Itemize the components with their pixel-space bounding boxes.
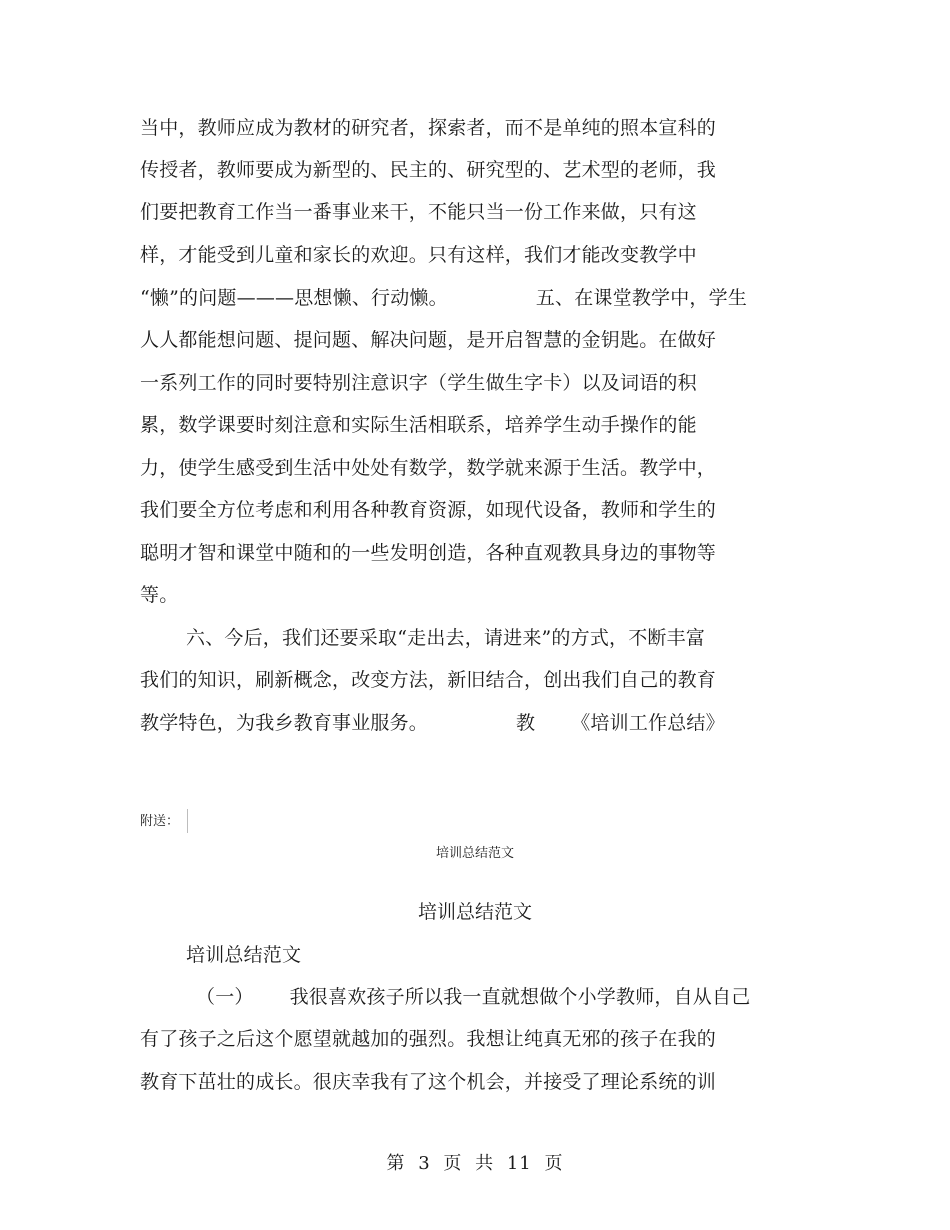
body-line: 聪明才智和课堂中随和的一些发明创造，各种直观教具身边的事物等 [140, 542, 717, 564]
body-line: 我们的知识，刷新概念，改变方法，新旧结合，创出我们自己的教育 [140, 669, 717, 691]
body-line: 六、今后，我们还要采取“走出去，请进来”的方式，不断丰富 [186, 627, 706, 649]
body-text: 教学特色，为我乡教育事业服务。 [140, 712, 429, 734]
attachment-divider [187, 809, 188, 833]
body-line: 们要把教育工作当一番事业来干，不能只当一份工作来做，只有这 [140, 201, 697, 223]
section-line: 教育下茁壮的成长。很庆幸我有了这个机会，并接受了理论系统的训 [140, 1071, 717, 1093]
body-line [140, 286, 747, 310]
section-title: 培训总结范文 [417, 901, 532, 923]
body-line: 当中，教师应成为教材的研究者，探索者，而不是单纯的照本宣科的 [140, 117, 717, 139]
body-line: 等。 [140, 584, 179, 606]
paragraph-marker: （一） [196, 986, 254, 1008]
body-text: 五、在课堂教学中，学生 [535, 287, 748, 309]
section-line [196, 985, 750, 1009]
body-line [140, 711, 725, 735]
body-text: “懒”的问题———思想懒、行动懒。 [140, 287, 448, 309]
body-line: 力，使学生感受到生活中处处有数学，数学就来源于生活。教学中， [140, 457, 717, 479]
body-text: 教 [516, 712, 536, 734]
section-small-title: 培训总结范文 [435, 846, 514, 861]
body-line: 我们要全方位考虑和利用各种教育资源，如现代设备，教师和学生的 [140, 499, 717, 521]
body-line: 累，数学课要时刻注意和实际生活相联系，培养学生动手操作的能 [140, 414, 697, 436]
section-line: 有了孩子之后这个愿望就越加的强烈。我想让纯真无邪的孩子在我的 [140, 1028, 717, 1050]
body-line: 人人都能想问题、提问题、解决问题，是开启智慧的金钥匙。在做好 [140, 329, 717, 351]
body-line: 一系列工作的同时要特别注意识字（学生做生字卡）以及词语的积 [140, 372, 697, 394]
section-subtitle: 培训总结范文 [186, 944, 302, 966]
body-text: 《培训工作总结》 [571, 712, 725, 734]
body-line: 样，才能受到儿童和家长的欢迎。只有这样，我们才能改变教学中 [140, 244, 697, 266]
page-footer: 第 3 页 共 11 页 [386, 1153, 564, 1174]
body-line: 传授者，教师要成为新型的、民主的、研究型的、艺术型的老师，我 [140, 159, 717, 181]
attachment-label: 附送： [140, 814, 180, 829]
section-text: 我很喜欢孩子所以我一直就想做个小学教师，自从自己 [289, 986, 751, 1008]
